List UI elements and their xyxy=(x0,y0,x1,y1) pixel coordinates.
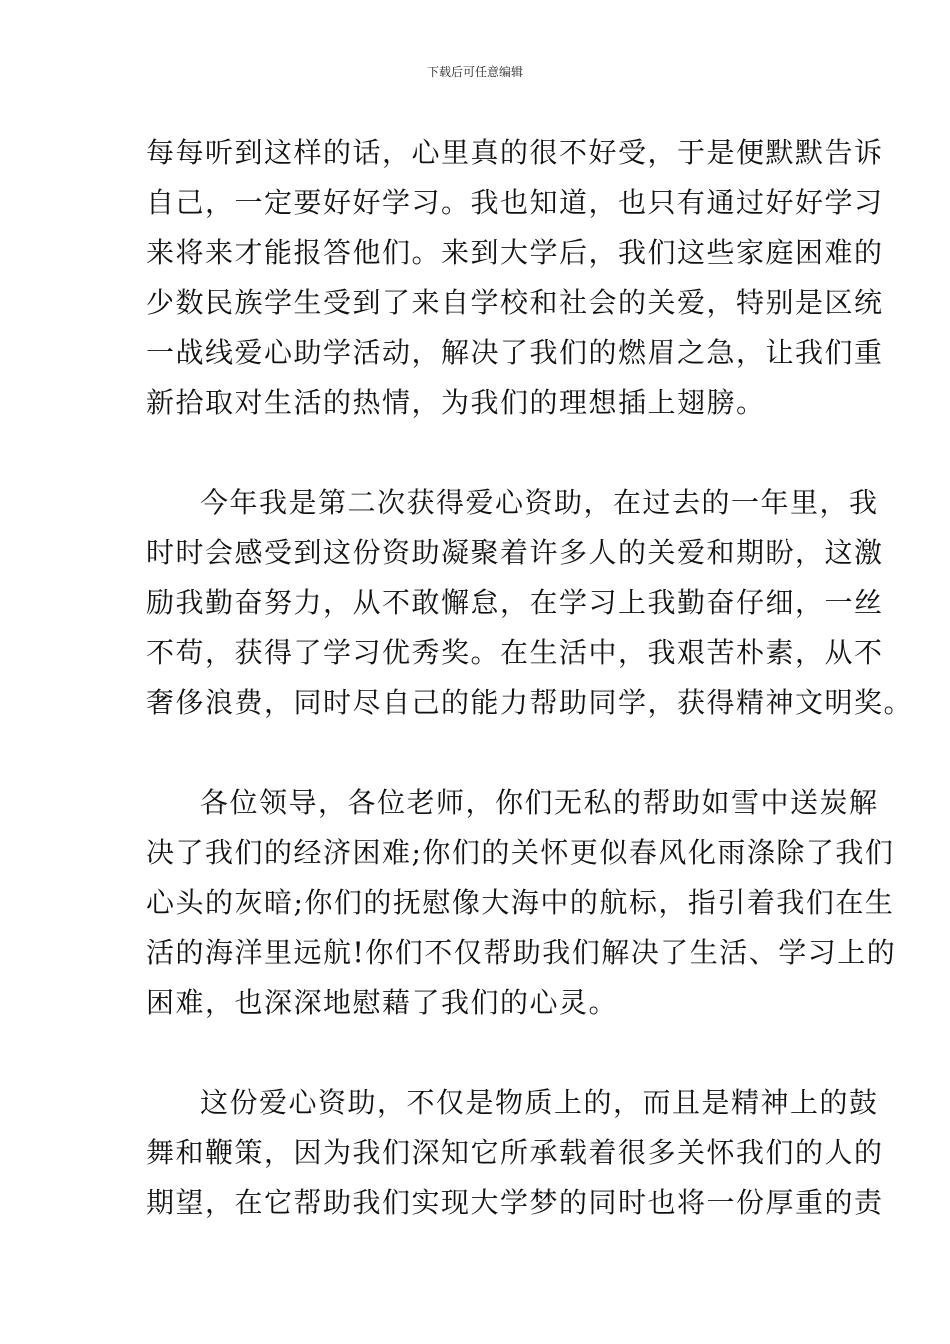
text-line: 期望，在它帮助我们实现大学梦的同时也将一份厚重的责 xyxy=(146,1186,884,1219)
text-line: 这份爱心资助，不仅是物质上的，而且是精神上的鼓 xyxy=(200,1086,879,1119)
text-line: 不苟，获得了学习优秀奖。在生活中，我艰苦朴素，从不 xyxy=(146,636,884,669)
text-line: 决了我们的经济困难;你们的关怀更似春风化雨涤除了我们 xyxy=(146,836,895,869)
text-line: 活的海洋里远航!你们不仅帮助我们解决了生活、学习上的 xyxy=(146,936,897,969)
paragraph-3 xyxy=(146,778,897,1028)
text-line: 各位领导，各位老师，你们无私的帮助如雪中送炭解 xyxy=(200,786,879,819)
text-line: 少数民族学生受到了来自学校和社会的关爱，特别是区统 xyxy=(146,286,884,319)
paragraph-2 xyxy=(146,478,914,728)
text-line: 奢侈浪费，同时尽自己的能力帮助同学，获得精神文明奖。 xyxy=(146,686,914,719)
text-line: 来将来才能报答他们。来到大学后，我们这些家庭困难的 xyxy=(146,236,884,269)
text-line: 舞和鞭策，因为我们深知它所承载着很多关怀我们的人的 xyxy=(146,1136,884,1169)
text-line: 励我勤奋努力，从不敢懈怠，在学习上我勤奋仔细，一丝 xyxy=(146,586,884,619)
text-line: 今年我是第二次获得爱心资助，在过去的一年里，我 xyxy=(200,486,879,519)
text-line: 困难，也深深地慰藉了我们的心灵。 xyxy=(146,986,619,1019)
text-line: 一战线爱心助学活动，解决了我们的燃眉之急，让我们重 xyxy=(146,336,884,369)
document-body xyxy=(146,128,914,1278)
text-line: 每每听到这样的话，心里真的很不好受，于是便默默告诉 xyxy=(146,136,884,169)
page-header: 下载后可任意编辑 xyxy=(426,65,523,79)
text-line: 新拾取对生活的热情，为我们的理想插上翅膀。 xyxy=(146,386,766,419)
text-line: 自己，一定要好好学习。我也知道，也只有通过好好学习 xyxy=(146,186,884,219)
text-line: 时时会感受到这份资助凝聚着许多人的关爱和期盼，这激 xyxy=(146,536,884,569)
text-line: 心头的灰暗;你们的抚慰像大海中的航标，指引着我们在生 xyxy=(146,886,895,919)
paragraph-4 xyxy=(146,1078,884,1228)
paragraph-1 xyxy=(146,128,884,428)
